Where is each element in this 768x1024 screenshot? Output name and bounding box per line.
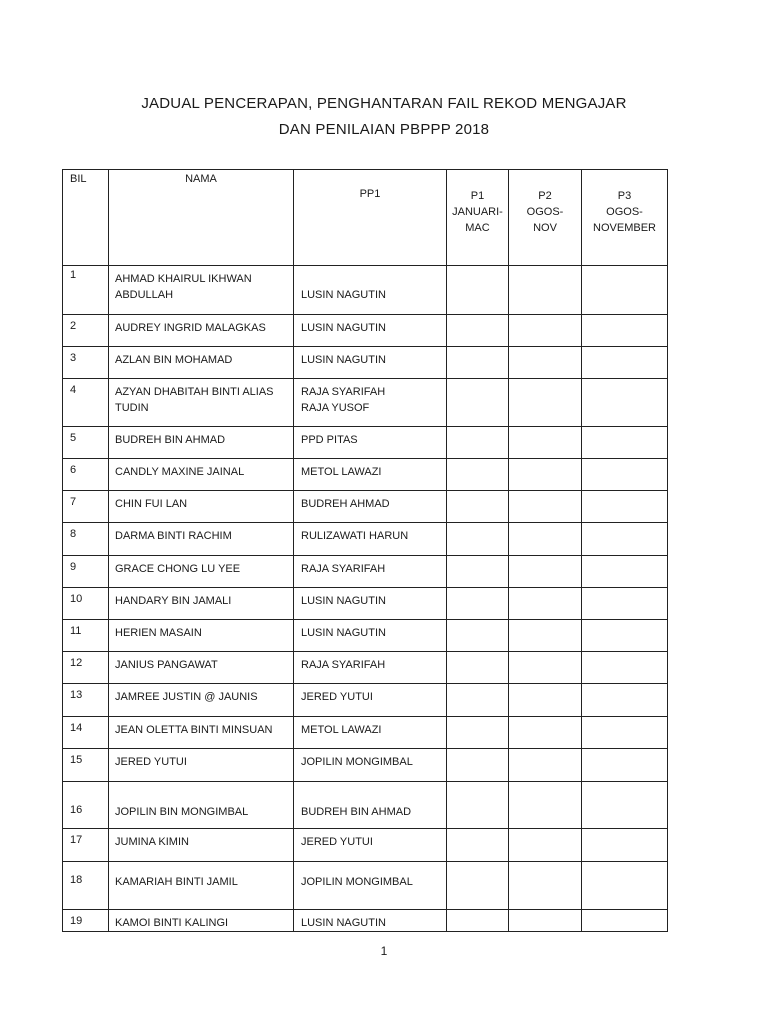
- cell-pp1: [294, 910, 447, 932]
- cell-bil: 7: [63, 491, 109, 523]
- table-row: [63, 910, 668, 932]
- cell-bil: 2: [63, 315, 109, 347]
- cell-bil: 4: [63, 379, 109, 427]
- cell-pp1: [294, 862, 447, 910]
- cell-p1: [447, 315, 509, 347]
- cell-nama: [109, 910, 294, 932]
- cell-pp1-line: JOPILIN MONGIMBAL: [301, 756, 413, 768]
- cell-p2: [509, 379, 582, 427]
- cell-pp1: [294, 717, 447, 749]
- cell-nama: [109, 652, 294, 684]
- cell-p1: [447, 427, 509, 459]
- cell-p3: [582, 910, 668, 932]
- cell-pp1-line: LUSIN NAGUTIN: [301, 322, 386, 334]
- cell-pp1: [294, 347, 447, 379]
- table-row: [63, 829, 668, 862]
- cell-p1: [447, 862, 509, 910]
- cell-p2: [509, 717, 582, 749]
- table-body: [63, 266, 668, 932]
- cell-pp1: [294, 782, 447, 829]
- document-title-line1: JADUAL PENCERAPAN, PENGHANTARAN FAIL REKOD MENGAJAR: [141, 95, 627, 112]
- cell-nama-line: BUDREH BIN AHMAD: [115, 434, 226, 446]
- header-p3-line: OGOS-: [606, 206, 643, 218]
- cell-nama-line: JERED YUTUI: [115, 756, 187, 768]
- cell-p1: [447, 266, 509, 315]
- cell-pp1: [294, 459, 447, 491]
- cell-p1: [447, 782, 509, 829]
- cell-p1: [447, 379, 509, 427]
- cell-bil: 3: [63, 347, 109, 379]
- cell-p2: [509, 782, 582, 829]
- cell-p1: [447, 459, 509, 491]
- cell-p2: [509, 459, 582, 491]
- cell-nama: [109, 620, 294, 652]
- cell-bil: 8: [63, 523, 109, 556]
- cell-pp1-line: LUSIN NAGUTIN: [301, 354, 386, 366]
- cell-p3: [582, 652, 668, 684]
- header-p2-line: NOV: [533, 222, 557, 234]
- cell-p1: [447, 749, 509, 782]
- cell-pp1: [294, 315, 447, 347]
- cell-pp1-line: RULIZAWATI HARUN: [301, 530, 409, 542]
- cell-pp1: [294, 652, 447, 684]
- cell-nama-line: AUDREY INGRID MALAGKAS: [115, 322, 266, 334]
- cell-bil: 15: [63, 749, 109, 782]
- cell-bil: 5: [63, 427, 109, 459]
- table-row: [63, 347, 668, 379]
- cell-nama: [109, 749, 294, 782]
- cell-p3: [582, 315, 668, 347]
- cell-bil: 11: [63, 620, 109, 652]
- table-row: [63, 427, 668, 459]
- cell-pp1-line: METOL LAWAZI: [301, 724, 382, 736]
- table-header-row: [63, 170, 668, 266]
- cell-nama-line: HERIEN MASAIN: [115, 627, 202, 639]
- header-p1-line: JANUARI-: [452, 206, 503, 218]
- header-bil: BIL: [63, 170, 109, 266]
- cell-p3: [582, 588, 668, 620]
- cell-nama: [109, 315, 294, 347]
- cell-nama: [109, 379, 294, 427]
- cell-p3: [582, 523, 668, 556]
- cell-pp1: [294, 523, 447, 556]
- cell-pp1-line: RAJA SYARIFAH: [301, 563, 386, 575]
- cell-p1: [447, 491, 509, 523]
- cell-p3: [582, 620, 668, 652]
- cell-bil: 17: [63, 829, 109, 862]
- cell-bil: 6: [63, 459, 109, 491]
- cell-nama: [109, 523, 294, 556]
- table-row: [63, 684, 668, 717]
- cell-p3: [582, 266, 668, 315]
- table-row: [63, 620, 668, 652]
- cell-p3: [582, 427, 668, 459]
- cell-bil: 18: [63, 862, 109, 910]
- cell-pp1-line: JERED YUTUI: [301, 691, 373, 703]
- cell-nama: [109, 491, 294, 523]
- cell-nama-line: KAMOI BINTI KALINGI: [115, 917, 229, 929]
- cell-nama-line: JANIUS PANGAWAT: [115, 659, 218, 671]
- cell-nama: [109, 427, 294, 459]
- cell-nama-line: JUMINA KIMIN: [115, 836, 189, 848]
- cell-p2: [509, 588, 582, 620]
- cell-bil: 1: [63, 266, 109, 315]
- cell-p2: [509, 315, 582, 347]
- cell-bil: 16: [63, 782, 109, 829]
- cell-nama-line: AHMAD KHAIRUL IKHWAN: [115, 273, 252, 285]
- cell-pp1: [294, 491, 447, 523]
- cell-pp1-line: LUSIN NAGUTIN: [301, 595, 386, 607]
- cell-nama-line: JAMREE JUSTIN @ JAUNIS: [115, 691, 258, 703]
- cell-nama: [109, 588, 294, 620]
- table-row: [63, 266, 668, 315]
- cell-nama: [109, 347, 294, 379]
- table-row: [63, 717, 668, 749]
- table-row: [63, 523, 668, 556]
- cell-p2: [509, 491, 582, 523]
- cell-pp1-line: JERED YUTUI: [301, 836, 373, 848]
- cell-p2: [509, 862, 582, 910]
- header-p1-line: P1: [470, 190, 485, 202]
- cell-pp1-line: RAJA SYARIFAH: [301, 659, 386, 671]
- cell-nama-line: HANDARY BIN JAMALI: [115, 595, 232, 607]
- cell-nama: [109, 862, 294, 910]
- cell-p1: [447, 910, 509, 932]
- cell-pp1: [294, 379, 447, 427]
- cell-bil: 9: [63, 556, 109, 588]
- cell-bil: 13: [63, 684, 109, 717]
- cell-bil: 12: [63, 652, 109, 684]
- table-row: [63, 862, 668, 910]
- header-p2-line: OGOS-: [526, 206, 564, 218]
- cell-pp1-line: LUSIN NAGUTIN: [301, 289, 386, 301]
- cell-p1: [447, 717, 509, 749]
- table-row: [63, 556, 668, 588]
- cell-pp1: [294, 829, 447, 862]
- cell-p1: [447, 347, 509, 379]
- cell-p3: [582, 459, 668, 491]
- cell-p3: [582, 749, 668, 782]
- cell-pp1-line: LUSIN NAGUTIN: [301, 917, 386, 929]
- cell-pp1: [294, 427, 447, 459]
- cell-p3: [582, 379, 668, 427]
- cell-nama-line: TUDIN: [115, 402, 149, 414]
- cell-nama-line: CHIN FUI LAN: [115, 498, 188, 510]
- cell-p2: [509, 523, 582, 556]
- table-row: [63, 782, 668, 829]
- cell-nama: [109, 829, 294, 862]
- cell-p1: [447, 588, 509, 620]
- cell-nama: [109, 266, 294, 315]
- header-p3: [582, 170, 668, 266]
- cell-pp1-line: METOL LAWAZI: [301, 466, 382, 478]
- table-row: [63, 459, 668, 491]
- header-pp1: PP1: [294, 170, 447, 266]
- header-p1-line: MAC: [465, 222, 490, 234]
- header-p1: [447, 170, 509, 266]
- cell-p2: [509, 266, 582, 315]
- cell-pp1-line: RAJA SYARIFAH: [301, 386, 386, 398]
- table-row: [63, 379, 668, 427]
- cell-p2: [509, 556, 582, 588]
- cell-p2: [509, 620, 582, 652]
- cell-p2: [509, 829, 582, 862]
- cell-pp1-line: LUSIN NAGUTIN: [301, 627, 386, 639]
- cell-pp1-line: JOPILIN MONGIMBAL: [301, 876, 413, 888]
- cell-pp1: [294, 684, 447, 717]
- header-nama: NAMA: [109, 170, 294, 266]
- header-p2: [509, 170, 582, 266]
- cell-p1: [447, 652, 509, 684]
- cell-p1: [447, 620, 509, 652]
- page-number: 1: [380, 944, 388, 958]
- table-row: [63, 315, 668, 347]
- cell-pp1-line: BUDREH BIN AHMAD: [301, 806, 412, 818]
- cell-bil: 10: [63, 588, 109, 620]
- cell-nama-line: AZYAN DHABITAH BINTI ALIAS: [115, 386, 274, 398]
- cell-p1: [447, 556, 509, 588]
- cell-p1: [447, 829, 509, 862]
- cell-p3: [582, 782, 668, 829]
- cell-pp1: [294, 749, 447, 782]
- cell-pp1-line: PPD PITAS: [301, 434, 358, 446]
- cell-nama-line: KAMARIAH BINTI JAMIL: [115, 876, 238, 888]
- cell-nama-line: JOPILIN BIN MONGIMBAL: [115, 806, 249, 818]
- cell-pp1-line: RAJA YUSOF: [301, 402, 370, 414]
- cell-nama-line: AZLAN BIN MOHAMAD: [115, 354, 233, 366]
- cell-nama-line: JEAN OLETTA BINTI MINSUAN: [115, 724, 273, 736]
- cell-p3: [582, 717, 668, 749]
- schedule-table: [62, 169, 668, 932]
- cell-nama: [109, 556, 294, 588]
- cell-pp1: [294, 620, 447, 652]
- cell-nama: [109, 684, 294, 717]
- cell-p3: [582, 556, 668, 588]
- cell-bil: 14: [63, 717, 109, 749]
- cell-p1: [447, 523, 509, 556]
- cell-p3: [582, 829, 668, 862]
- cell-p3: [582, 347, 668, 379]
- cell-nama: [109, 459, 294, 491]
- table-row: [63, 652, 668, 684]
- cell-bil: 19: [63, 910, 109, 932]
- cell-nama: [109, 782, 294, 829]
- cell-p2: [509, 427, 582, 459]
- cell-p2: [509, 749, 582, 782]
- document-title-line2: DAN PENILAIAN PBPPP 2018: [278, 121, 490, 138]
- cell-nama: [109, 717, 294, 749]
- cell-nama-line: CANDLY MAXINE JAINAL: [115, 466, 245, 478]
- cell-pp1: [294, 588, 447, 620]
- cell-p3: [582, 491, 668, 523]
- cell-p2: [509, 347, 582, 379]
- cell-p3: [582, 684, 668, 717]
- cell-p3: [582, 862, 668, 910]
- cell-nama-line: ABDULLAH: [115, 289, 174, 301]
- table-row: [63, 749, 668, 782]
- cell-p1: [447, 684, 509, 717]
- cell-nama-line: GRACE CHONG LU YEE: [115, 563, 241, 575]
- table-row: [63, 491, 668, 523]
- header-p2-line: P2: [538, 190, 552, 202]
- cell-pp1-line: BUDREH AHMAD: [301, 498, 390, 510]
- cell-pp1: [294, 556, 447, 588]
- table-row: [63, 588, 668, 620]
- cell-p2: [509, 652, 582, 684]
- header-p3-line: NOVEMBER: [593, 222, 656, 234]
- cell-nama-line: DARMA BINTI RACHIM: [115, 530, 232, 542]
- header-p3-line: P3: [617, 190, 632, 202]
- cell-pp1: [294, 266, 447, 315]
- cell-p2: [509, 684, 582, 717]
- cell-p2: [509, 910, 582, 932]
